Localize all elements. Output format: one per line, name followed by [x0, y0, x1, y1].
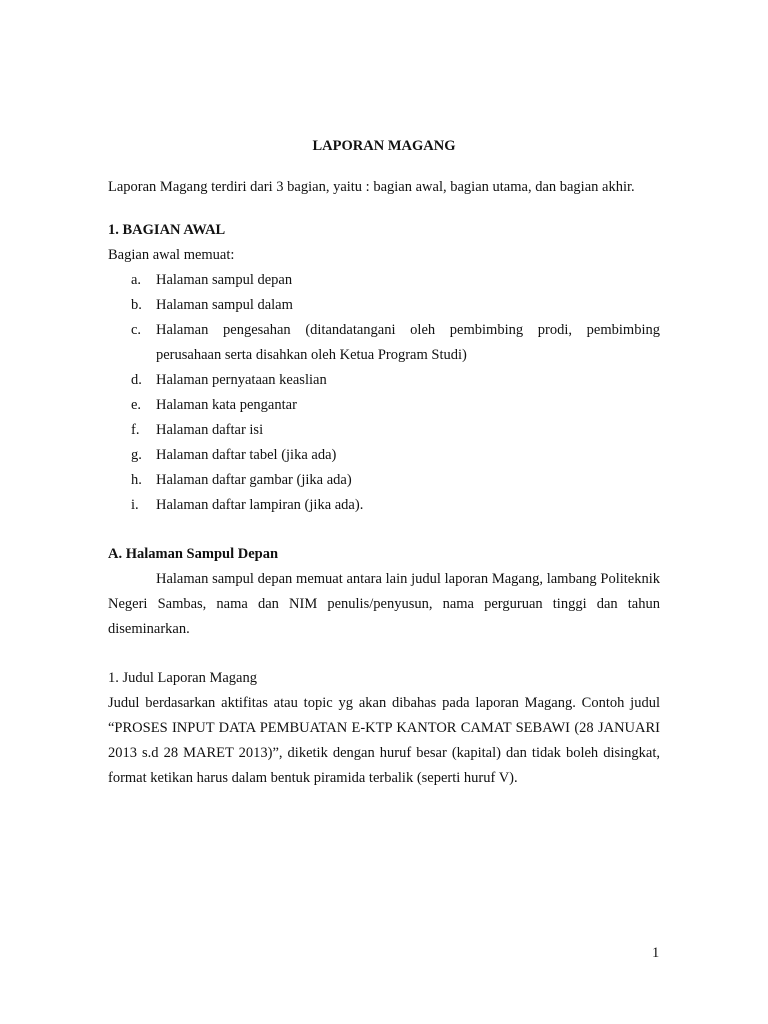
- list-marker: g.: [131, 447, 142, 463]
- spacer: [108, 518, 660, 542]
- list-item: [108, 268, 660, 293]
- page-number: 1: [652, 945, 660, 961]
- list-item: [108, 468, 660, 493]
- list-item-text: Halaman sampul dalam: [156, 297, 293, 313]
- list-marker: e.: [131, 397, 142, 413]
- intro-paragraph: Laporan Magang terdiri dari 3 bagian, yaitu : bagian awal, bagian utama, dan bagian akhir.: [108, 179, 635, 195]
- list-item: [108, 368, 660, 393]
- list-item: [108, 393, 660, 418]
- list-marker: d.: [131, 372, 142, 388]
- list-item-text: Halaman daftar tabel (jika ada): [156, 447, 337, 463]
- list-marker: h.: [131, 472, 142, 488]
- page-content: [108, 134, 660, 791]
- spacer: [108, 642, 660, 666]
- list-item-text: Halaman pengesahan (ditandatangani oleh pembimbing prodi, pembimbing perusahaan serta disahkan oleh Ketua Program Studi): [156, 322, 660, 363]
- list-marker: c.: [131, 322, 142, 338]
- list-item: [108, 293, 660, 318]
- list-item-text: Halaman daftar isi: [156, 422, 264, 438]
- document-title: LAPORAN MAGANG: [312, 138, 456, 154]
- subsection-heading-judul: 1. Judul Laporan Magang: [108, 670, 257, 686]
- section-lead: Bagian awal memuat:: [108, 247, 235, 263]
- section-heading-sampul-depan: A. Halaman Sampul Depan: [108, 546, 279, 562]
- list-marker: b.: [131, 297, 142, 313]
- list-marker: a.: [131, 272, 142, 288]
- list-item: [108, 418, 660, 443]
- judul-paragraph: Judul berdasarkan aktifitas atau topic yg akan dibahas pada laporan Magang. Contoh judul “PROSES INPUT DATA PEMBUATAN E-KTP KANTOR CAMAT SEBAWI (28 JANUARI 2013 s.d 28 MARET 2013)”, diketik dengan huruf besar (kapital) dan tidak boleh disingkat, format ketikan harus dalam bentuk piramida terbalik (seperti huruf V).: [108, 695, 660, 786]
- list-marker: f.: [131, 422, 140, 438]
- list-item: [108, 318, 660, 368]
- bagian-awal-list: [108, 268, 660, 518]
- list-item-text: Halaman daftar lampiran (jika ada).: [156, 497, 364, 513]
- list-item: [108, 493, 660, 518]
- list-item: [108, 443, 660, 468]
- list-item-text: Halaman pernyataan keaslian: [156, 372, 327, 388]
- sampul-depan-paragraph: Halaman sampul depan memuat antara lain judul laporan Magang, lambang Politeknik Negeri Sambas, nama dan NIM penulis/penyusun, nama perguruan tinggi dan tahun diseminarkan.: [108, 571, 660, 637]
- list-item-text: Halaman daftar gambar (jika ada): [156, 472, 352, 488]
- list-item-text: Halaman sampul depan: [156, 272, 293, 288]
- spacer: [108, 200, 660, 218]
- list-marker: i.: [131, 497, 139, 513]
- list-item-text: Halaman kata pengantar: [156, 397, 297, 413]
- section-heading-bagian-awal: 1. BAGIAN AWAL: [108, 222, 226, 238]
